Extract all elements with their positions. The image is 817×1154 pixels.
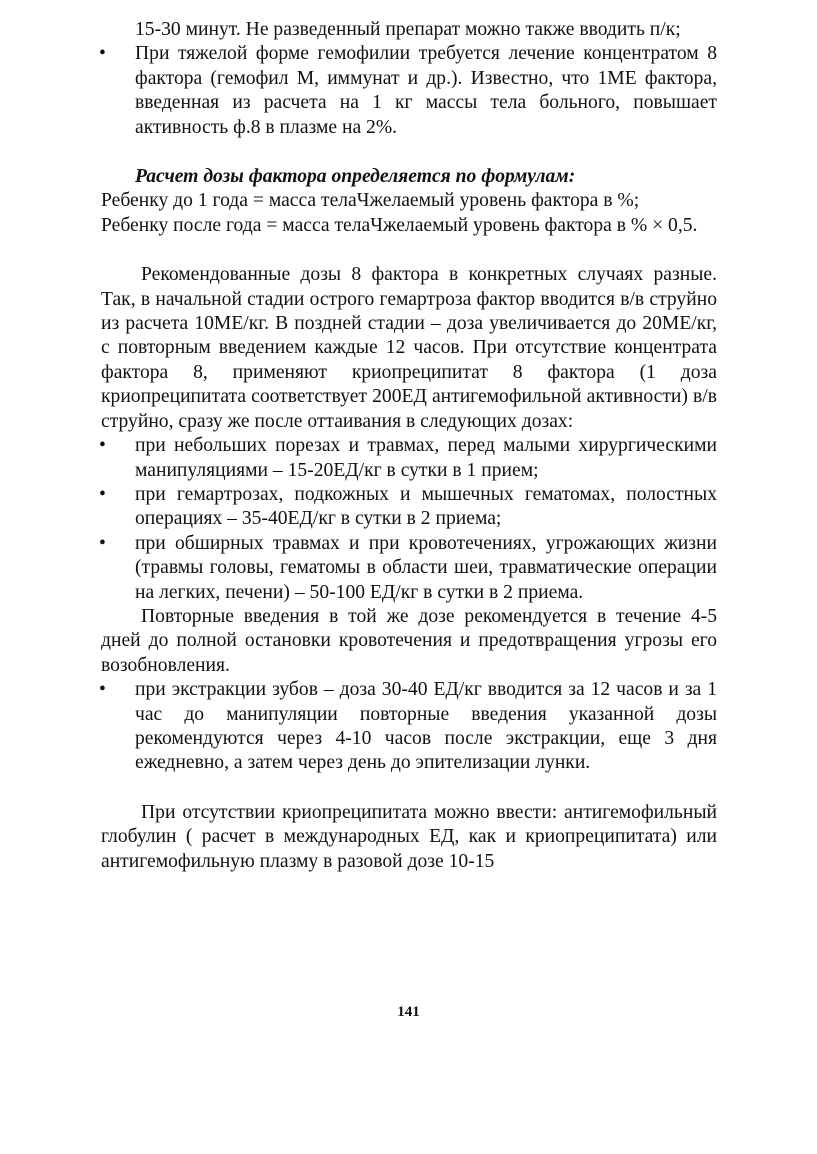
bullet-marker: • — [99, 679, 106, 701]
bullet-marker: • — [99, 483, 106, 505]
text-column — [101, 18, 717, 874]
bullet-marker: • — [99, 532, 106, 554]
formula-under-one-year: Ребенку до 1 года = масса телаЧжелаемый уровень фактора в %; — [101, 190, 640, 212]
paragraph-no-cryoprecipitate: При отсутствии криопреципитата можно ввести: антигемофильный глобулин ( расчет в международных ЕД, как и криопреципитата) или антигемофильную плазму в разовой дозе 10-15 — [101, 801, 717, 872]
bullet-item-concentrate — [101, 42, 717, 140]
bullet-text: при обширных травмах и при кровотечениях, угрожающих жизни (травмы головы, гематомы в области шеи, травматические операции на легких, печени) – 50-100 ЕД/кг в сутки в 2 приема. — [135, 532, 717, 603]
bullet-marker: • — [99, 435, 106, 457]
bullet-text: при экстракции зубов – доза 30-40 ЕД/кг вводится за 12 часов и за 1 час до манипуляции повторные введения указанной дозы рекомендуются через 4-10 часов после экстракции, еще 3 дня ежедневно, а затем через день до эпителизации лунки. — [135, 679, 717, 774]
paragraph-recommended-doses: Рекомендованные дозы 8 фактора в конкретных случаях разные. Так, в начальной стадии острого гемартроза фактор вводится в/в струйно из расчета 10МЕ/кг. В поздней стадии – доза увеличивается до 20МЕ/кг, с повторным введением каждые 12 часов. При отсутствие концентрата фактора 8, применяют криопреципитат 8 фактора (1 доза криопреципитата соответствует 200ЕД антигемофильной активности) в/в струйно, сразу же после оттаивания в следующих дозах: — [101, 264, 717, 432]
page-number: 141 — [397, 1004, 420, 1020]
paragraph-repeat-doses: Повторные введения в той же дозе рекомендуется в течение 4-5 дней до полной остановки кровотечения и предотвращения угрозы его возобновления. — [101, 605, 717, 676]
section-heading: Расчет дозы фактора определяется по формулам: — [135, 166, 576, 188]
bullet-marker: • — [99, 43, 106, 65]
bullet-item-small-cuts — [101, 434, 717, 483]
formula-over-one-year: Ребенку после года = масса телаЧжелаемый уровень фактора в % × 0,5. — [101, 214, 698, 236]
bullet-item-major-trauma — [101, 532, 717, 605]
paragraph-continuation: 15-30 минут. Не разведенный препарат можно также вводить п/к; — [135, 19, 681, 40]
bullet-text: при гемартрозах, подкожных и мышечных гематомах, полостных операциях – 35-40ЕД/кг в сутки в 2 приема; — [135, 483, 717, 530]
bullet-text: При тяжелой форме гемофилии требуется лечение концентратом 8 фактора (гемофил М, иммунат и др.). Известно, что 1МЕ фактора, введенная из расчета на 1 кг массы тела больного, повышает активность ф.8 в плазме на 2%. — [135, 43, 717, 138]
bullet-item-hemarthrosis — [101, 483, 717, 532]
bullet-text: при небольших порезах и травмах, перед малыми хирургическими манипуляциями – 15-20ЕД/кг в сутки в 1 прием; — [135, 435, 717, 481]
bullet-item-tooth-extraction — [101, 678, 717, 776]
